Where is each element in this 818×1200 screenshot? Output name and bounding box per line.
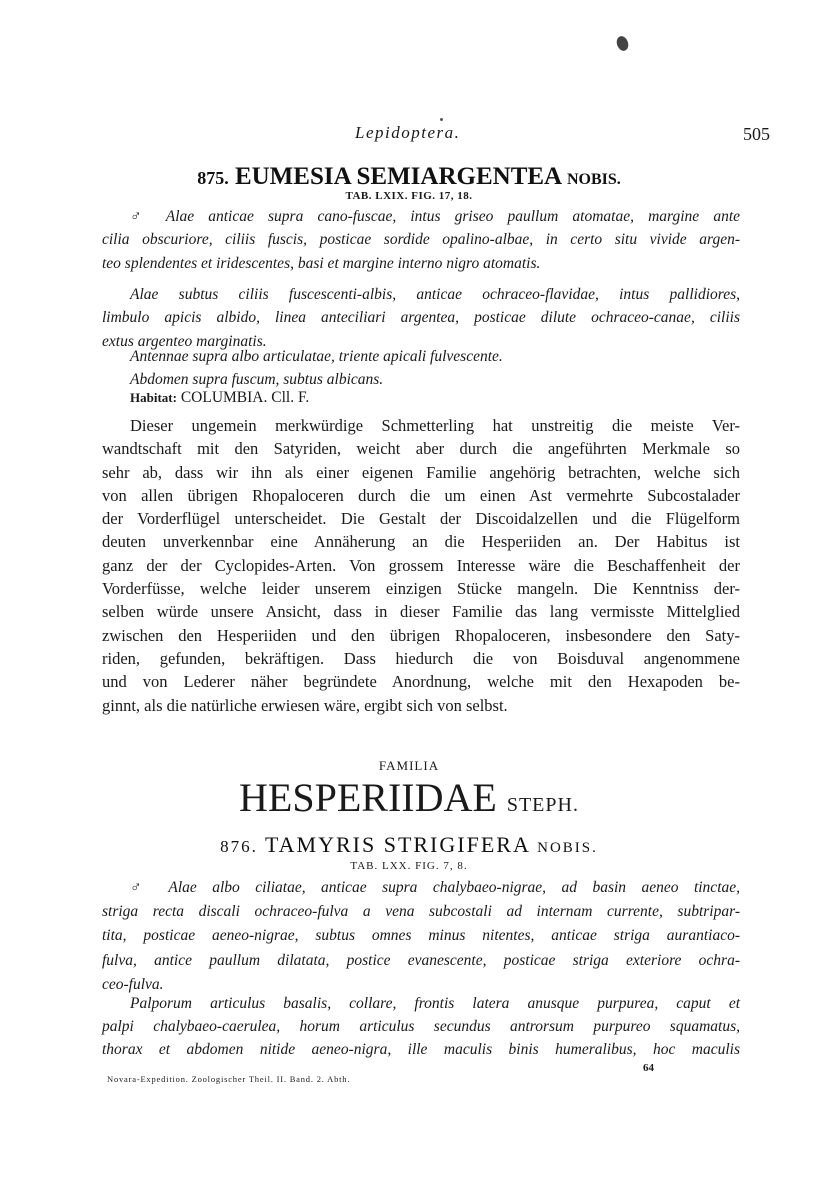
species-author: NOBIS. <box>537 840 598 856</box>
running-head: Lepidoptera. <box>355 123 461 142</box>
text-line: Palporum articulus basalis, collare, frontis latera anusque purpurea, caput et <box>130 995 740 1012</box>
text-line: Alae subtus ciliis fuscescenti-albis, anticae ochraceo-flavidae, intus pallidiores, <box>130 286 740 303</box>
habitat-line <box>102 386 740 409</box>
species-author: NOBIS. <box>566 171 621 188</box>
habitat-value: COLUMBIA. Cll. F. <box>180 389 310 406</box>
text-line: teo splendentes et iridescentes, basi et margine interno nigro atomatis. <box>102 254 541 272</box>
species-name: TAMYRIS STRIGIFERA <box>264 832 530 857</box>
species-heading-876 <box>0 832 818 858</box>
text-line: striga recta discali ochraceo-fulva a vena subcostali ad internam currente, subtripar- <box>102 903 740 921</box>
text-line: cilia obscuriore, ciliis fuscis, posticae sordide opalino-albae, in certo situ vivide argen- <box>102 231 740 249</box>
text-line: riden, gefunden, bekräftigen. Dass hiedurch die von Boisduval angenommene <box>102 648 740 668</box>
species-number: 876. <box>220 837 258 856</box>
text-line: wandtschaft mit den Satyriden, weicht aber durch die angeführten Merkmale so <box>102 439 740 459</box>
text-line: ♂ Alae albo ciliatae, anticae supra chalybaeo-nigrae, ad basin aeneo tinctae, <box>130 879 740 896</box>
text-line: ginnt, als die natürliche erwiesen wäre, ergibt sich von selbst. <box>102 695 508 715</box>
text-line: tita, posticae aeneo-nigrae, subtus omnes minus nitentes, anticae striga aurantiaco- <box>102 927 740 945</box>
text-line: zwischen den Hesperiiden und den übrigen Rhopaloceren, insbesondere den Saty- <box>102 625 740 645</box>
discussion-paragraph <box>102 414 740 717</box>
text-line: der Vorderflügel unterscheidet. Die Gestalt der Discoidalzellen und die Flügelform <box>102 509 740 529</box>
antennae-line: Antennae supra albo articulatae, triente apicali fulvescente. <box>130 348 503 365</box>
familia-label: FAMILIA <box>378 758 440 773</box>
text-line: ganz der der Cyclopides-Arten. Von grossem Interesse wäre die Beschaffenheit der <box>102 555 740 575</box>
species-description <box>102 205 740 275</box>
species-number: 875. <box>197 168 229 188</box>
text-line: fulva, antice paullum dilatata, postice evanescente, posticae striga exteriore ochra- <box>102 951 740 969</box>
antennae-abdomen <box>102 345 740 392</box>
text-line: sehr ab, dass wir ihn als einer eigenen Familie angehörig betrachten, welche sich <box>102 462 740 482</box>
habitat-label: Habitat: <box>130 390 177 405</box>
text-line: Dieser ungemein merkwürdige Schmetterling hat unstreitig die meiste Ver- <box>130 416 740 435</box>
family-heading <box>0 774 818 821</box>
text-line: deuten unverkennbar eine Annäherung an die Hesperiiden an. Der Habitus ist <box>102 532 740 552</box>
text-line: palpi chalybaeo-caerulea, horum articulus secundus antrorsum purpureo squamatus, <box>102 1018 740 1035</box>
text-line: thorax et abdomen nitide aeneo-nigra, ille maculis binis humeralibus, hoc maculis <box>102 1041 740 1058</box>
text-line: ♂ Alae anticae supra cano-fuscae, intus griseo paullum atomatae, margine ante <box>130 208 740 225</box>
text-line: ceo-fulva. <box>102 975 164 993</box>
text-line: limbulo apicis albido, linea anteciliari argentea, posticae dilute ochraceo-canae, ciliis <box>102 309 740 327</box>
family-name: HESPERIIDAE <box>239 775 497 820</box>
family-author: STEPH. <box>506 794 579 816</box>
species-description <box>102 876 740 997</box>
signature-mark: 64 <box>643 1062 654 1074</box>
plate-reference: TAB. LXIX. FIG. 17, 18. <box>345 190 473 202</box>
abdomen-line: Abdomen supra fuscum, subtus albicans. <box>130 371 384 389</box>
text-line: von allen übrigen Rhopaloceren durch die um einen Ast vermehrte Subcostalader <box>102 485 740 505</box>
ink-smudge <box>615 35 630 53</box>
palpi-description <box>102 992 740 1061</box>
plate-reference: TAB. LXX. FIG. 7, 8. <box>350 860 468 872</box>
underside-description <box>102 283 740 353</box>
habitat <box>102 386 740 409</box>
species-name: EUMESIA SEMIARGENTEA <box>234 163 561 190</box>
footer-imprint: Novara-Expedition. Zoologischer Theil. II. Band. 2. Abth. <box>107 1074 351 1084</box>
text-line: und von Lederer näher begründete Anordnung, welche mit den Hexapoden be- <box>102 672 740 692</box>
text-line: extus argenteo marginatis. <box>102 332 267 350</box>
page-header <box>0 120 818 148</box>
text-line: selben würde unsere Ansicht, dass in dieser Familie das lang vermisste Mittelglied <box>102 602 740 622</box>
species-heading-875 <box>0 163 818 191</box>
text-line: Vorderfüsse, welche leider unserem einzigen Stücke mangeln. Die Kenntniss der- <box>102 579 740 599</box>
page-number: 505 <box>743 124 770 144</box>
